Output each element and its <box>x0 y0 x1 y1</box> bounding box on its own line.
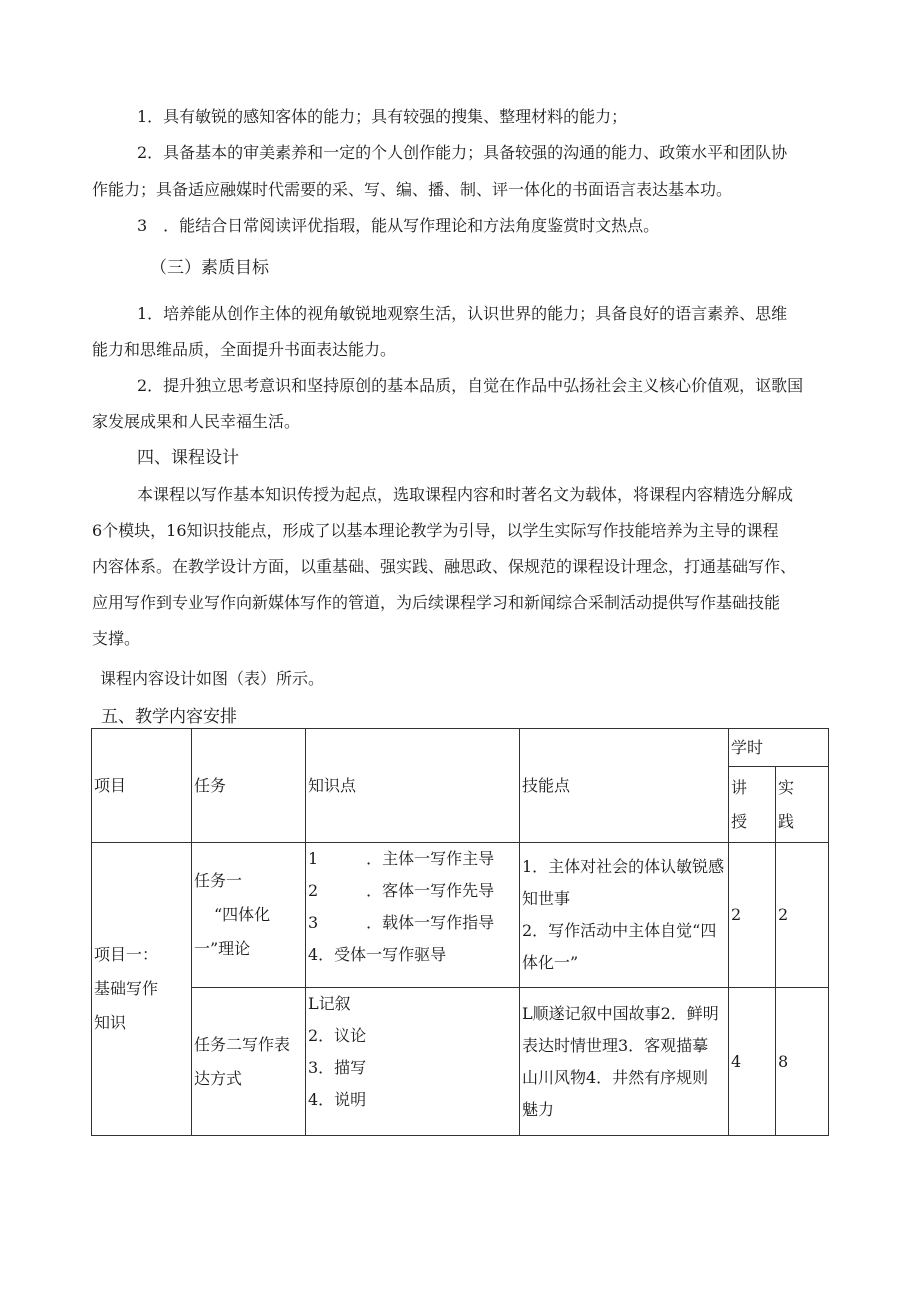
header-skill: 技能点 <box>520 729 729 843</box>
content-table <box>91 728 829 1136</box>
header-project: 项目 <box>92 729 192 843</box>
course-design-line-2: 6个模块，16知识技能点，形成了以基本理论教学为引导，以学生实际写作技能培养为主导的课程 <box>92 521 779 540</box>
project-1-cell: 项目一： 基础写作 知识 <box>92 843 192 1136</box>
skill-line: 知世事 <box>522 889 571 908</box>
task-2-lecture-hours: 4 <box>729 988 776 1136</box>
knowledge-item: L记叙 <box>308 994 351 1013</box>
course-design-note: 课程内容设计如图（表）所示。 <box>100 669 325 688</box>
header-practice: 实 践 <box>776 767 829 843</box>
knowledge-item: 2 ．客体一写作先导 <box>308 881 495 900</box>
skill-line: 表达时情世理3．客观描摹 <box>522 1035 709 1055</box>
quality-goals-heading: （三）素质目标 <box>150 258 269 278</box>
task-1-lecture-hours: 2 <box>729 843 776 988</box>
task-1-practice-hours: 2 <box>776 843 829 988</box>
quality-goal-2-line-1: 2．提升独立思考意识和坚持原创的基本品质，自觉在作品中弘扬社会主义核心价值观，讴歌国 <box>137 376 804 395</box>
course-design-line-1: 本课程以写作基本知识传授为起点，选取课程内容和时著名文为载体，将课程内容精选分解成 <box>137 485 794 504</box>
header-task: 任务 <box>192 729 306 843</box>
task-1-cell: 任务一 “四体化 一”理论 <box>192 843 306 988</box>
quality-goal-1-line-1: 1．培养能从创作主体的视角敏锐地观察生活，认识世界的能力；具备良好的语言素养、思维 <box>137 304 788 323</box>
course-design-heading: 四、课程设计 <box>137 448 239 468</box>
task-2-knowledge-cell <box>306 988 520 1136</box>
knowledge-item: 2．议论 <box>308 1026 367 1045</box>
knowledge-item: 3 ．载体一写作指导 <box>308 913 495 932</box>
course-design-line-4: 应用写作到专业写作向新媒体写作的管道，为后续课程学习和新闻综合采制活动提供写作基础技能 <box>92 593 781 612</box>
skill-goal-1: 1．具有敏锐的感知客体的能力；具有较强的搜集、整理材料的能力； <box>137 107 628 126</box>
knowledge-item: 4．说明 <box>308 1090 367 1109</box>
header-knowledge: 知识点 <box>306 729 520 843</box>
quality-goal-2-line-2: 家发展成果和人民幸福生活。 <box>92 412 301 431</box>
content-arrangement-heading: 五、教学内容安排 <box>101 707 237 727</box>
skill-line: 山川风物4．井然有序规则 <box>522 1067 709 1087</box>
task-2-cell: 任务二写作表 达方式 <box>192 988 306 1136</box>
skill-line: L顺遂记叙中国故事2．鲜明 <box>522 1003 719 1023</box>
task-1-knowledge-cell <box>306 843 520 988</box>
quality-goal-1-line-2: 能力和思维品质，全面提升书面表达能力。 <box>92 340 397 359</box>
skill-line: 魅力 <box>522 1099 555 1119</box>
skill-goal-2-line-2: 作能力；具备适应融媒时代需要的采、写、编、播、制、评一体化的书面语言表达基本功。 <box>92 180 733 199</box>
task-2-practice-hours: 8 <box>776 988 829 1136</box>
header-lecture: 讲 授 <box>729 767 776 843</box>
knowledge-item: 1 ．主体一写作主导 <box>308 849 495 868</box>
skill-line: 1．主体对社会的体认敏锐感 <box>522 857 725 876</box>
header-hours: 学时 <box>729 729 829 767</box>
skill-line: 体化一” <box>522 953 579 972</box>
task-2-skill-cell <box>520 988 729 1136</box>
knowledge-item: 3．描写 <box>308 1058 367 1077</box>
course-design-line-5: 支撑。 <box>92 629 141 648</box>
skill-line: 2．写作活动中主体自觉“四 <box>522 921 717 940</box>
skill-goal-3: 3 ．能结合日常阅读评优指瑕，能从写作理论和方法角度鉴赏时文热点。 <box>137 216 660 235</box>
skill-goal-2-line-1: 2．具备基本的审美素养和一定的个人创作能力；具备较强的沟通的能力、政策水平和团队协 <box>137 143 788 162</box>
knowledge-item: 4．受体一写作驱导 <box>308 945 447 964</box>
task-1-skill-cell <box>520 843 729 988</box>
course-design-line-3: 内容体系。在教学设计方面，以重基础、强实践、融思政、保规范的课程设计理念，打通基础写作、 <box>92 557 797 576</box>
